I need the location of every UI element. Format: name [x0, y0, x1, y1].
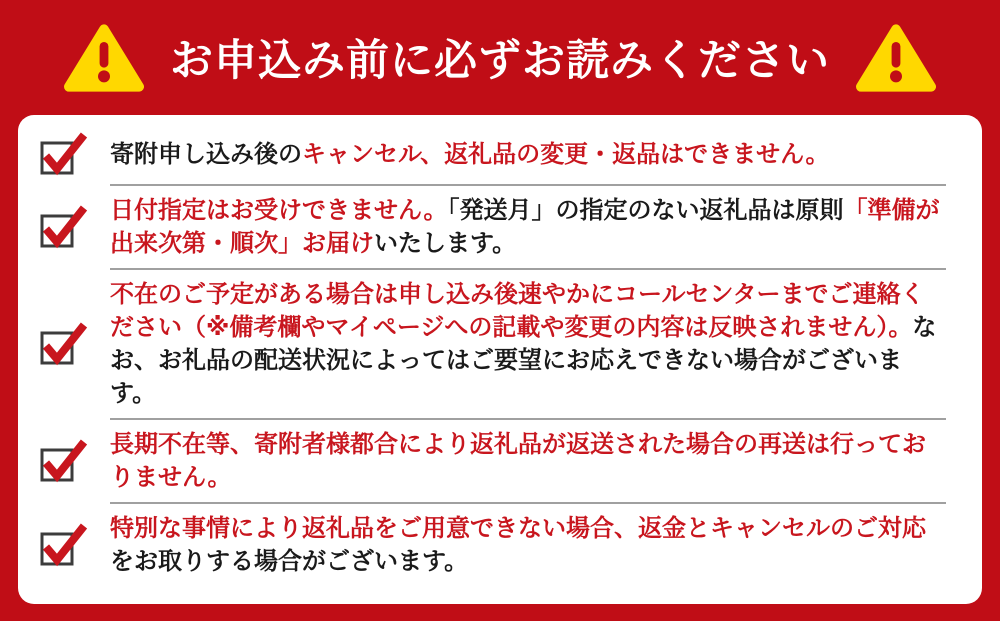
notice-segment: 寄附申し込み後の	[110, 139, 302, 168]
notice-text	[110, 512, 946, 578]
notice-segment: 不在のご予定がある場合は申し込み後速やかにコールセンターまでご連絡ください（※備考欄やマイページへの記載や変更の内容は反映されません）。	[110, 280, 925, 341]
checkbox-checked-icon	[38, 205, 90, 249]
notice-item-4	[38, 420, 946, 502]
notice-text	[110, 428, 946, 494]
notice-text	[110, 138, 830, 171]
checkbox-checked-icon	[38, 322, 90, 366]
notice-segment: キャンセル、返礼品の変更・返品はできません。	[302, 139, 830, 168]
notice-box	[18, 115, 982, 604]
notice-segment: 特別な事情により返礼品をご用意できない場合、返金とキャンセルのご対応	[110, 514, 926, 542]
banner-header	[0, 0, 1000, 115]
warning-triangle-icon	[64, 21, 144, 95]
notice-item-1	[38, 124, 946, 184]
notice-text	[110, 194, 946, 260]
checkbox-checked-icon	[38, 439, 90, 483]
checkbox-checked-icon	[38, 523, 90, 567]
banner-title: お申込み前に必ずお読みください	[170, 36, 830, 86]
notice-item-2	[38, 186, 946, 268]
notice-segment: 「準備が出来次第・順次」お届け	[110, 196, 940, 257]
notice-segment: 日付指定はお受けできません。	[110, 196, 448, 224]
notice-segment: なお、お礼品の配送状況によってはご要望にお応えできない場合がございます。	[110, 313, 937, 407]
notice-item-5	[38, 504, 946, 586]
checkbox-checked-icon	[38, 132, 90, 176]
notice-segment: いたします。	[374, 229, 517, 257]
notice-item-3	[38, 270, 946, 418]
notice-segment: をお取りする場合がございます。	[110, 547, 469, 575]
warning-triangle-icon	[856, 21, 936, 95]
notice-segment: 「発送月」の指定のない返礼品は原則	[447, 196, 844, 224]
notice-text	[110, 278, 946, 410]
notice-segment: 長期不在等、寄附者様都合により返礼品が返送された場合の再送は行っておりません。	[110, 430, 926, 491]
